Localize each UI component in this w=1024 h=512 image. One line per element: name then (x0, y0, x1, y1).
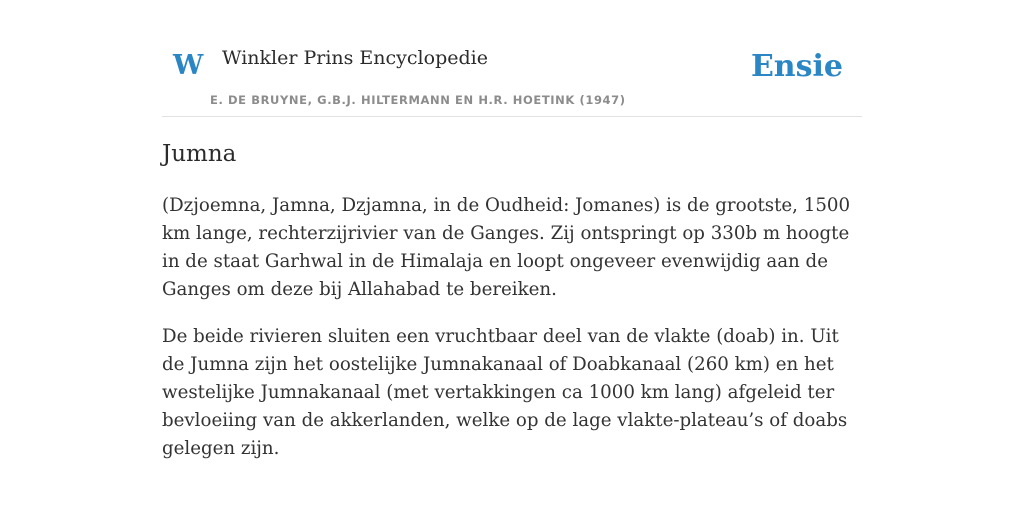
source-header (162, 0, 862, 117)
article-paragraph-2: De beide rivieren sluiten een vruchtbaar deel van de vlakte (doab) in. Uit de Jumna zijn het oostelijke Jumnakanaal of Doabkanaal (260 km) en het westelijke Jumnakanaal (met vertakkingen ca 1000 km lang) afgeleid ter bevloeiing van de akkerlanden, welke op de lage vlakte-plateau’s of doabs gelegen zijn. (162, 326, 848, 459)
article-body (162, 192, 862, 482)
winkler-prins-logo-icon[interactable]: W (173, 50, 204, 81)
ensie-logo[interactable]: Ensie (750, 49, 843, 84)
page (162, 0, 862, 459)
source-title[interactable]: Winkler Prins Encyclopedie (222, 47, 488, 69)
page-title: Jumna (162, 141, 237, 167)
article-paragraph-1: (Dzjoemna, Jamna, Dzjamna, in de Oudheid: Jomanes) is de grootste, 1500 km lange, rechterzijrivier van de Ganges. Zij ontspringt op 330b m hoogte in de staat Garhwal in de Himalaja en loopt ongeveer evenwijdig aan de Ganges om deze bij Allahabad te bereiken. (162, 195, 851, 300)
source-authors: E. DE BRUYNE, G.B.J. HILTERMANN EN H.R. HOETINK (1947) (210, 93, 626, 107)
